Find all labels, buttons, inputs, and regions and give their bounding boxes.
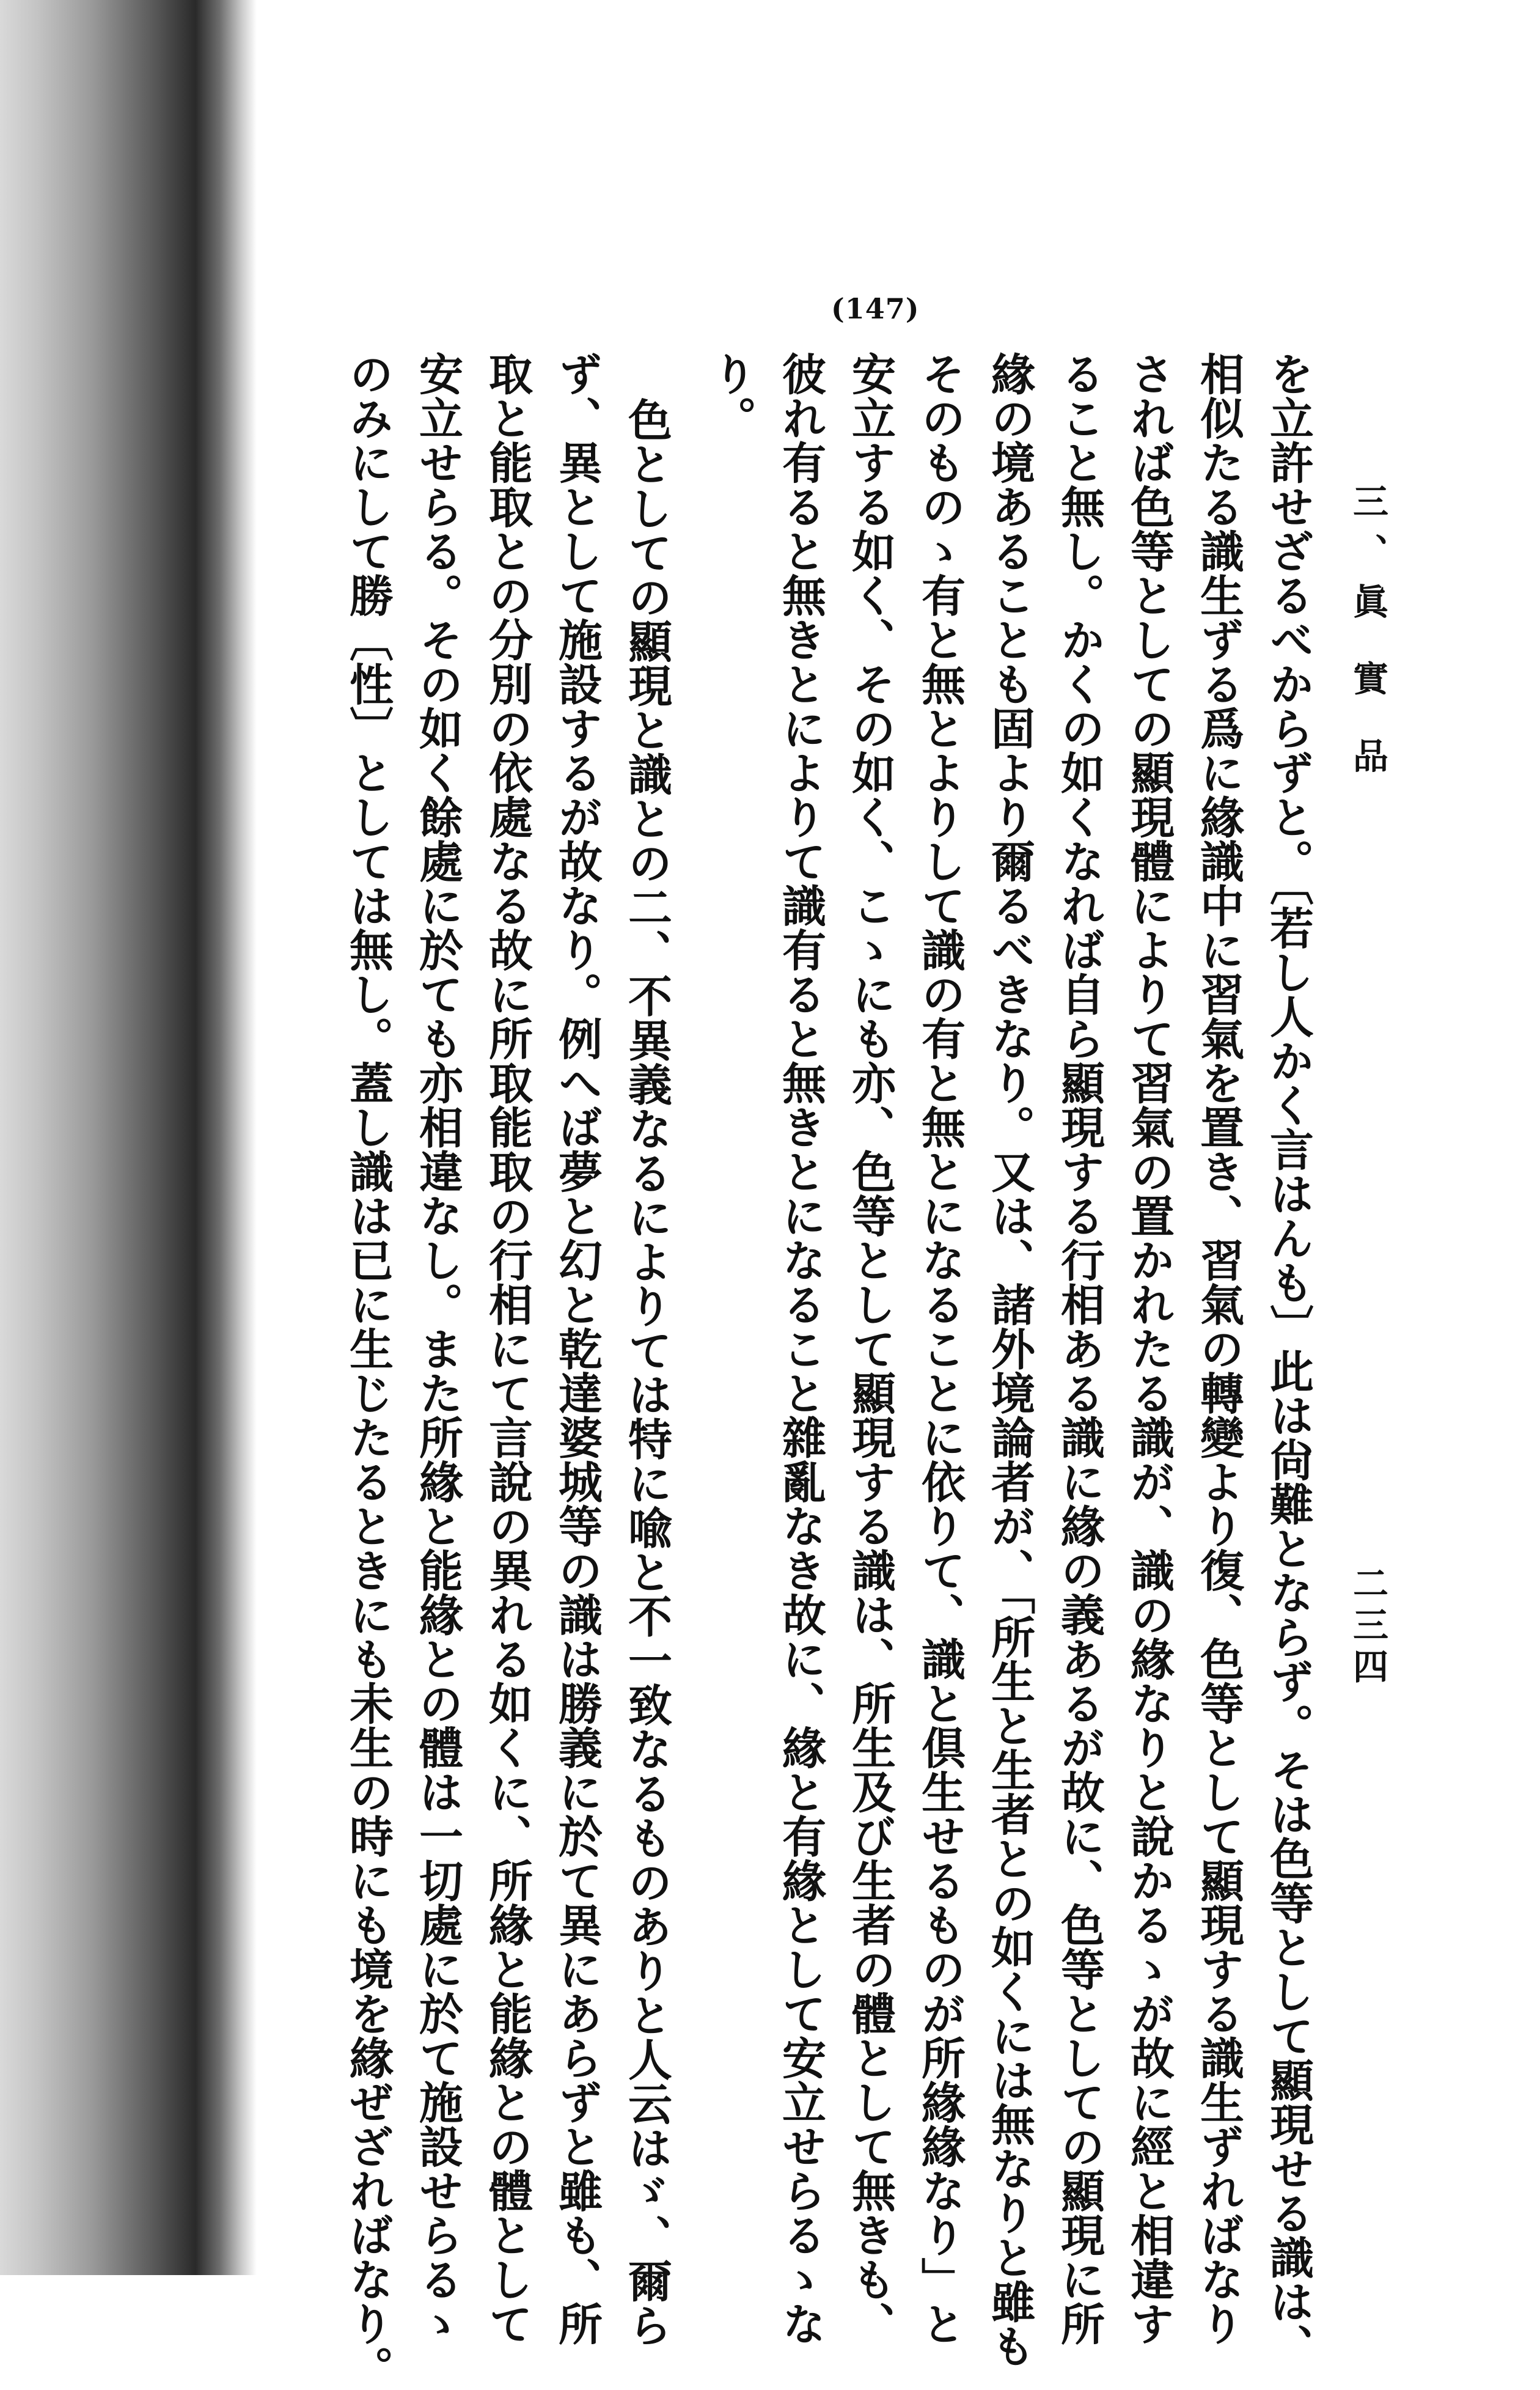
text-column-7: 安立する如く、その如く、こゝにも亦、色等として顯現する識は、所生及び生者の體として無きも、 bbox=[845, 351, 897, 2346]
text-column-13: 安立せらる。その如く餘處に於ても亦相違なし。また所緣と能緣との體は一切處に於て施設せらるゝ bbox=[412, 351, 464, 2346]
text-column-1: を立許せざるべからずと。〔若し人かく言はんも〕此は尙難とならず。そは色等として顯現せる識は、 bbox=[1263, 351, 1314, 2368]
binding-gutter-shadow bbox=[0, 0, 257, 2275]
text-column-12: 取と能取との分別の依處なる故に所取能取の行相にて言說の異れる如くに、所緣と能緣との體として bbox=[482, 351, 534, 2346]
text-column-3: されば色等としての顯現體によりて習氣の置かれたる識が、識の緣なりと說かるゝが故に經と相違す bbox=[1123, 351, 1175, 2346]
text-column-10: 色としての顯現と識との二、不異義なるによりては特に喩と不一致なるものありと人云はゞ、爾ら bbox=[621, 397, 673, 2347]
text-column-8: 彼れ有ると無きとによりて識有ると無きとになること雜亂なき故に、緣と有緣として安立せらるゝな bbox=[775, 351, 827, 2346]
text-column-5: 緣の境あることも固より爾るべきなり。又は、諸外境論者が、「所生と生者との如くには無なりと雖も bbox=[984, 351, 1036, 2368]
text-column-9: り。 bbox=[705, 351, 757, 440]
text-column-4: ること無し。かくの如くなれば自ら顯現する行相ある識に緣の義あるが故に、色等としての顯現に所 bbox=[1054, 351, 1106, 2346]
text-column-6: そのものゝ有と無とよりして識の有と無とになることに依りて、識と倶生せるものが所緣緣なり」と bbox=[914, 351, 966, 2346]
text-column-11: ず、異として施設するが故なり。例へば夢と幻と乾達婆城等の識は勝義に於て異にあらずと雖も、所 bbox=[551, 351, 603, 2346]
text-column-2: 相似たる識生ずる爲に緣識中に習氣を置き、習氣の轉變より復、色等として顯現する識生ずればなり bbox=[1193, 351, 1245, 2346]
running-head: 三、眞 實 品 bbox=[1347, 483, 1388, 788]
folio: 二三四 bbox=[1347, 1565, 1388, 1690]
page-number: (147) bbox=[831, 292, 920, 325]
text-column-14: のみにして勝〔性〕としては無し。蓋し識は已に生じたるときにも未生の時にも境を緣ぜざればなり。 bbox=[342, 351, 394, 2390]
